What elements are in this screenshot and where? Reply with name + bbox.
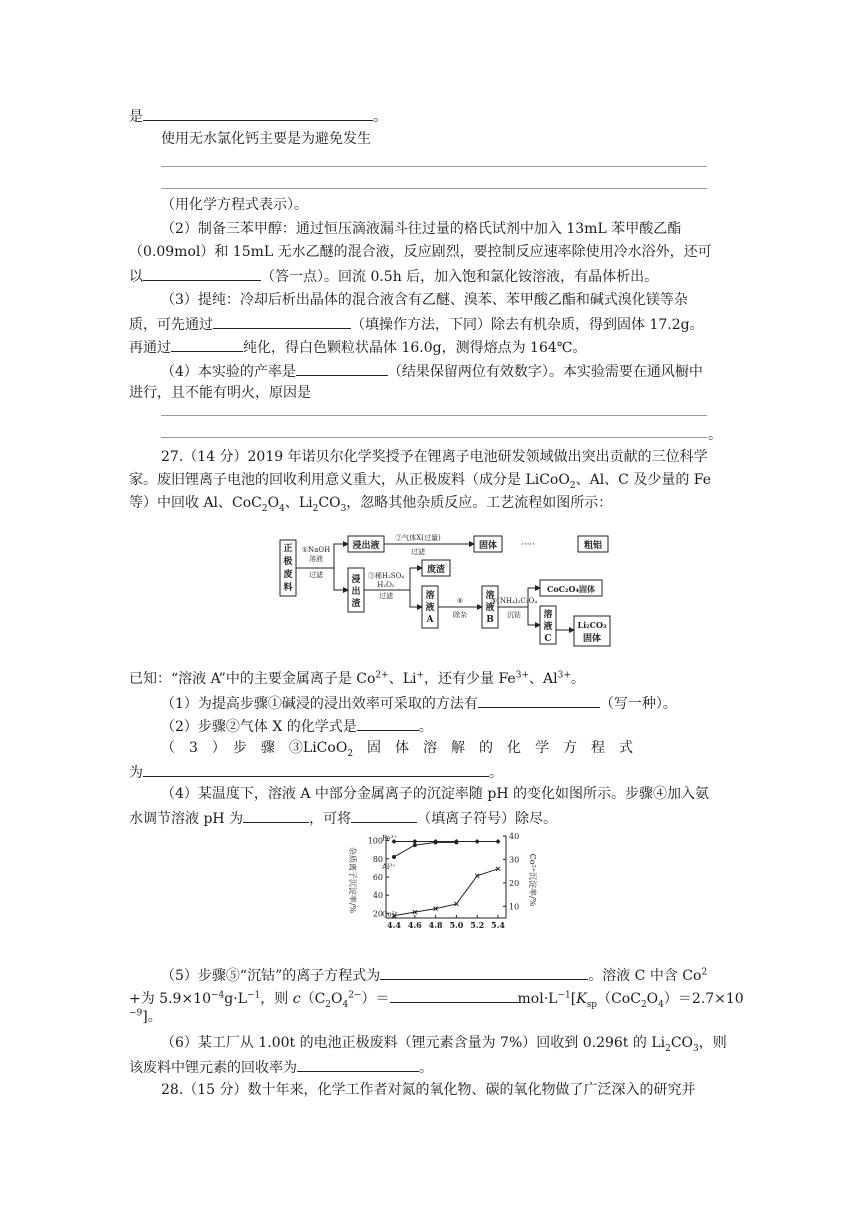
answer-blank[interactable] [351, 808, 417, 823]
q3-text: 再通过 纯化，得白色颗粒状晶体 16.0g，测得熔点为 164℃。 [129, 337, 586, 357]
text-line: 使用无水氯化钙主要是为避免发生 [161, 131, 371, 147]
x-tick-label: 4.4 [387, 920, 401, 930]
s1-text: （1）为提高步骤①碱浸的浸出效率可采取的方法有 （写一种）。 [161, 693, 677, 713]
data-point [496, 839, 501, 844]
step-label: 过滤 [379, 592, 393, 600]
text-line: （用化学方程式表示）。 [161, 197, 308, 213]
precipitation-chart [338, 828, 538, 938]
q27-text: 等）中回收 Al、$CoC_2O_4$、$Li_2CO_3$，忽略其他杂质反应。工艺流程如图所示： [129, 495, 613, 514]
q4-text: （4）本实验的产率是 （结果保留两位有效数字）。本实验需要在通风橱中 [161, 361, 703, 381]
step-label: ①NaOH [301, 546, 331, 554]
flow-label: 极 [283, 557, 293, 567]
step-label: ····· [520, 540, 536, 550]
s3-text: 为 。 [129, 762, 503, 782]
flow-label: 正 [283, 544, 293, 554]
s5-text: （5）步骤⑤“沉钴”的离子方程式为 。溶液 C 中含 Co$^2$ [161, 965, 707, 985]
flow-label: A [426, 615, 434, 625]
left-tick-label: 80 [372, 854, 383, 864]
flow-label: 废 [283, 570, 293, 580]
q2-text: （2）制备三苯甲醇：通过恒压滴液漏斗往过量的格氏试剂中加入 13mL 苯甲酸乙酯 [161, 221, 682, 237]
answer-blank[interactable] [171, 337, 243, 352]
flow-label: 液 [425, 603, 435, 613]
answer-blank[interactable] [143, 266, 261, 281]
answer-rule[interactable] [161, 415, 707, 416]
answer-blank[interactable] [213, 314, 351, 329]
s4-text: （4）某温度下，溶液 A 中部分金属离子的沉淀率随 pH 的变化如图所示。步骤④加入氨 [161, 786, 709, 802]
q2-text: 以 （答一点）。回流 0.5h 后，加入饱和氯化铵溶液，有晶体析出。 [129, 266, 658, 286]
q28-title: 28.（15 分）数十年来，化学工作者对氮的氧化物、碳的氧化物做了广泛深入的研究并 [161, 1082, 696, 1098]
flow-label: 废渣 [426, 565, 446, 575]
answer-blank[interactable] [297, 1057, 419, 1072]
answer-blank[interactable] [296, 361, 388, 376]
right-tick-label: 40 [509, 832, 520, 841]
flow-label: B [486, 615, 494, 625]
q3-text: 质，可先通过 （填操作方法，下同）除去有机杂质，得到固体 17.2g。 [129, 314, 704, 334]
s6-text: （6）某工厂从 1.00t 的电池正极废料（锂元素含量为 7%）回收到 0.296t 的 $Li_2CO_3$，则 [161, 1035, 727, 1054]
flow-label: 浸出液 [352, 541, 380, 551]
step-label: 除杂 [453, 611, 467, 619]
flow-label: CoC₂O₄固体 [546, 584, 596, 594]
x-tick-label: 4.6 [407, 920, 422, 930]
data-point [475, 839, 480, 844]
x-tick-label: 5.4 [491, 920, 505, 930]
known-text: 已知：“溶液 A”中的主要金属离子是 $Co^{2+}$、Li+，还有少量 $Fe^{3+}$、$Al^{3+}$。 [129, 670, 585, 687]
right-tick-label: 30 [509, 855, 520, 865]
answer-rule[interactable] [161, 437, 707, 438]
x-tick-label: 5.2 [470, 920, 485, 930]
flow-label: 液 [485, 603, 495, 613]
x-tick-label: 4.8 [428, 920, 443, 930]
answer-blank[interactable] [243, 808, 309, 823]
step-label: 溶液 [309, 555, 323, 563]
answer-rule[interactable] [161, 166, 707, 167]
right-axis-label: Co²⁺沉淀率/% [528, 853, 537, 907]
answer-blank[interactable] [390, 988, 518, 1003]
series-label: Fe³⁺ [382, 834, 398, 843]
flow-label: 溶 [425, 591, 435, 601]
series-label: Al³⁺ [382, 862, 396, 871]
data-point [434, 840, 438, 844]
answer-blank[interactable] [143, 762, 489, 777]
q2-text: （0.09mol）和 15mL 无水乙醚的混合液，反应剧烈，要控制反应速率除使用冷水浴外，还可 [129, 244, 712, 260]
s2-text: （2）步骤②气体 X 的化学式是 。 [161, 716, 433, 736]
s5-text: +为 $5.9\times 10^{-4}g\cdot L^{-1}$，则 $c(C_2O_4^{2-})= mol\cdot L^{-1}[K_{sp}(CoC_2O_4)=2.7\times 10$ [129, 988, 744, 1008]
flow-label: C [544, 634, 552, 644]
right-tick-label: 10 [509, 902, 520, 912]
q27-title: 27.（14 分）2019 年诺贝尔化学奖授予在锂离子电池研发领域做出突出贡献的三位科学 [161, 449, 708, 465]
step-label: ④ [456, 597, 464, 605]
flow-label: 液 [543, 622, 553, 632]
step-label: 过滤 [411, 548, 425, 556]
q3-text: （3）提纯：冷却后析出晶体的混合液含有乙醚、溴苯、苯甲酸乙酯和碱式溴化镁等杂 [161, 292, 688, 308]
series-line [394, 869, 498, 916]
left-tick-label: 20 [372, 909, 383, 919]
s5-text: $^{-9}$]。 [129, 1008, 162, 1025]
flow-label: 出 [351, 587, 361, 597]
flow-label: 粗铝 [583, 541, 603, 551]
series-line [394, 842, 456, 857]
data-point [454, 840, 458, 844]
flow-label: 料 [283, 583, 293, 593]
answer-blank[interactable] [478, 693, 600, 708]
answer-blank[interactable] [380, 965, 588, 980]
flow-label: 固体 [582, 634, 602, 644]
flow-label: Li₂CO₃ [577, 620, 607, 630]
step-label: 沉钴 [507, 611, 521, 619]
s3-text: （ 3 ） 步 骤 ③LiCoO$_2$ 固 体 溶 解 的 化 学 方 程 式 [161, 740, 634, 759]
step-label: ③稀H₂SO₄ [367, 572, 405, 580]
process-flowchart [278, 530, 618, 654]
data-point [392, 855, 396, 859]
data-point [413, 843, 417, 847]
q4-text: 进行，且不能有明火，原因是 [129, 385, 311, 401]
flow-label: 溶 [485, 591, 495, 601]
flow-label: 溶 [543, 610, 553, 620]
left-axis-label: 杂质离子沉淀率/% [348, 846, 357, 914]
s4-text: 水调节溶液 pH 为 ，可将 （填离子符号）除尽。 [129, 808, 557, 828]
left-tick-label: 60 [372, 873, 383, 882]
q27-text: 家。废旧锂离子电池的回收利用意义重大，从正极废料（成分是 LiCoO$_2$、Al、C 及少量的 Fe [129, 472, 712, 491]
answer-line-continued: 是 。 [129, 106, 387, 126]
flow-label: 固体 [478, 541, 498, 551]
flow-label: 浸 [351, 575, 361, 585]
right-tick-label: 20 [509, 878, 520, 888]
left-tick-label: 40 [372, 891, 383, 901]
period: 。 [708, 427, 722, 443]
step-label: ⑤(NH₄)₂C₂O₄ [490, 597, 538, 605]
s6-text: 该废料中锂元素的回收率为 。 [129, 1057, 433, 1077]
step-label: ②气体X(过量) [395, 534, 441, 542]
flow-label: 渣 [351, 599, 361, 609]
step-label: 过滤 [309, 571, 323, 579]
x-tick-label: 5.0 [449, 920, 464, 930]
step-label: H₂O₂ [377, 581, 395, 589]
answer-blank[interactable] [357, 716, 419, 731]
series-label: Co²⁺ [382, 910, 399, 919]
answer-rule[interactable] [161, 188, 707, 189]
answer-blank[interactable] [143, 106, 373, 121]
left-tick-label: 100 [367, 836, 383, 846]
